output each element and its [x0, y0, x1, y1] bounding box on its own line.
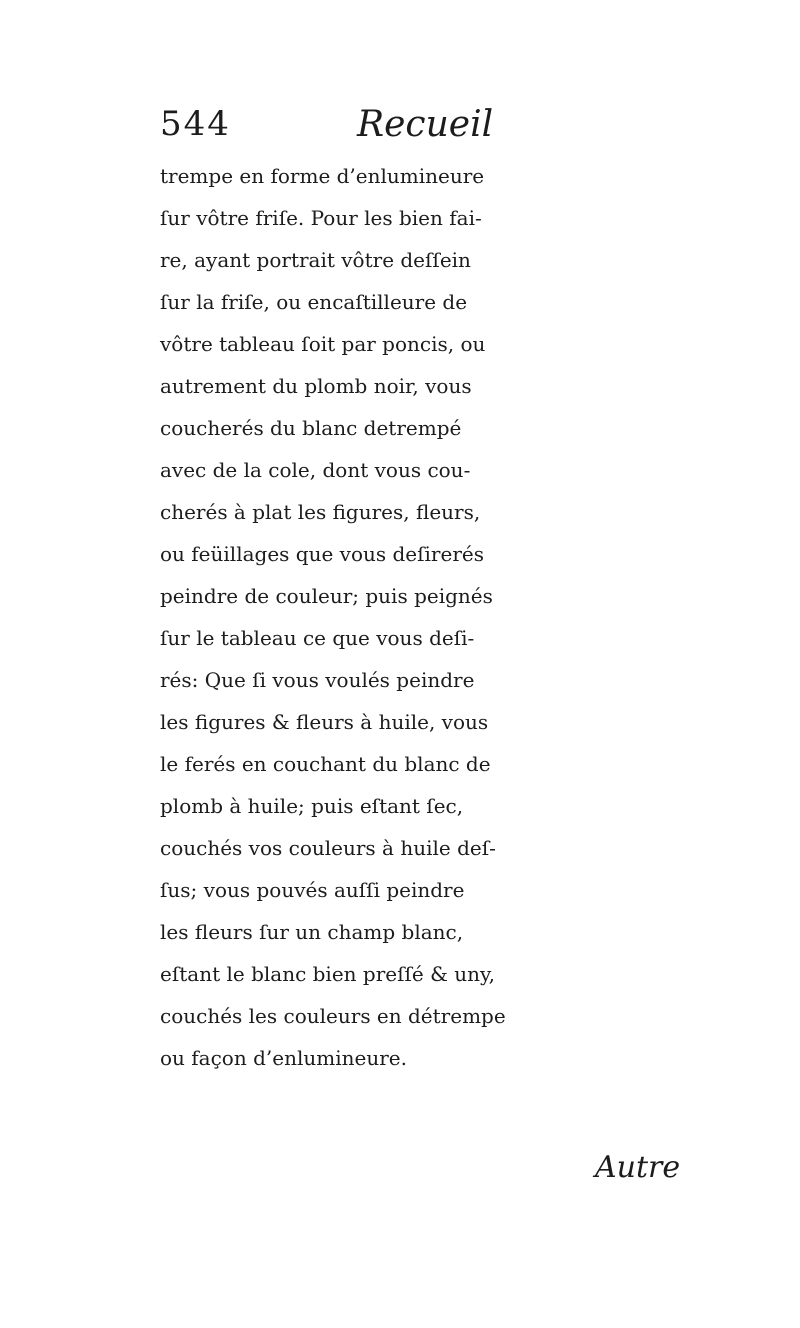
running-head: Recueil [357, 104, 494, 145]
text-line: eſtant le blanc bien preſſé & uny, [160, 962, 496, 986]
text-line: avec de la cole, dont vous cou- [160, 458, 471, 482]
text-line: ſur la friſe, ou encaſtilleure de [160, 290, 468, 314]
text-line: les fleurs ſur un champ blanc, [160, 920, 464, 944]
text-line: rés: Que ſi vous voulés peindre [160, 668, 475, 692]
text-line: trempe en forme d’enlumineure [160, 164, 485, 188]
text-line: couchés les couleurs en détrempe [160, 1004, 506, 1028]
page-number: 544 [160, 104, 231, 144]
text-line: re, ayant portrait vôtre deſſein [160, 248, 471, 272]
text-line: ſus; vous pouvés auſſi peindre [160, 878, 465, 902]
text-line: ſur vôtre friſe. Pour les bien fai- [160, 206, 482, 230]
text-line: ſur le tableau ce que vous deſi- [160, 626, 475, 650]
text-line: autrement du plomb noir, vous [160, 374, 472, 398]
text-line: ou façon d’enlumineure. [160, 1046, 407, 1070]
text-line: les figures & fleurs à huile, vous [160, 710, 489, 734]
text-line: ou feüillages que vous deſirerés [160, 542, 484, 566]
text-line: cherés à plat les figures, fleurs, [160, 500, 481, 524]
catchword: Autre [595, 1150, 681, 1185]
text-line: plomb à huile; puis eſtant ſec, [160, 794, 464, 818]
text-line: peindre de couleur; puis peignés [160, 584, 493, 608]
text-line: coucherés du blanc detrempé [160, 416, 462, 440]
text-line: vôtre tableau ſoit par poncis, ou [160, 332, 486, 356]
page-header [160, 104, 680, 154]
text-line: couchés vos couleurs à huile deſ- [160, 836, 496, 860]
text-line: le ferés en couchant du blanc de [160, 752, 491, 776]
body-text [160, 155, 690, 1079]
